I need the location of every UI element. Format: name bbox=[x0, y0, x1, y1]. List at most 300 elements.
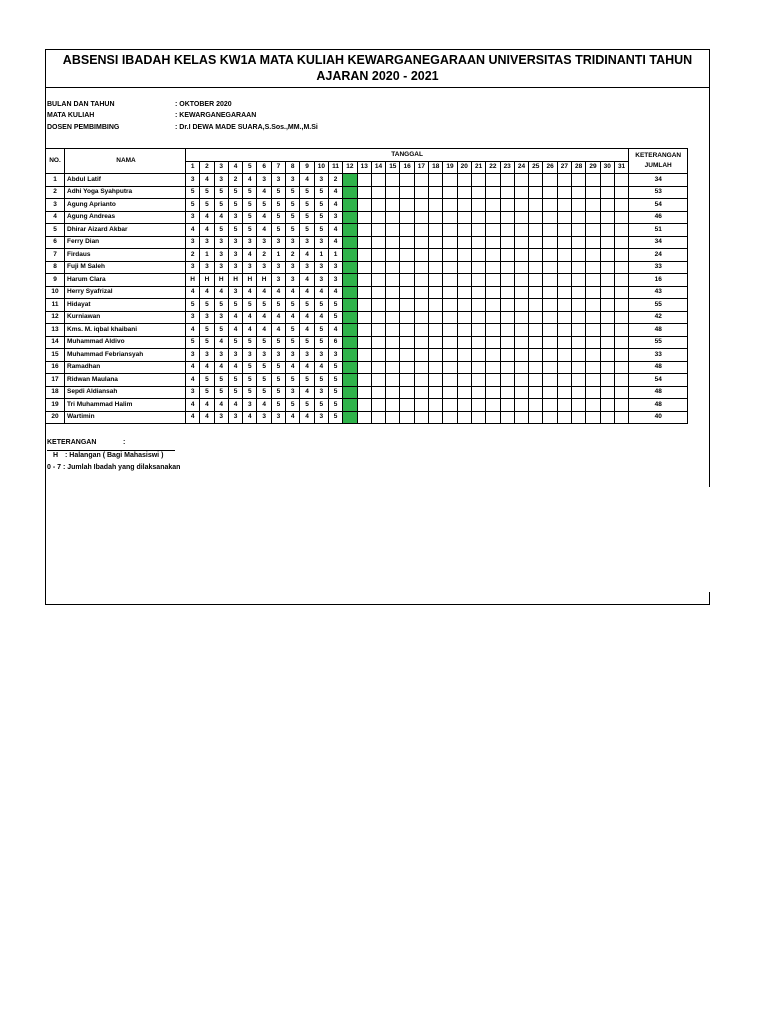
day-cell bbox=[529, 224, 543, 237]
day-cell bbox=[614, 411, 628, 424]
day-cell: 5 bbox=[243, 361, 257, 374]
day-header-15: 15 bbox=[386, 161, 400, 174]
day-cell bbox=[443, 249, 457, 262]
day-cell bbox=[600, 261, 614, 274]
student-name: Ridwan Maulana bbox=[65, 374, 186, 387]
day-cell bbox=[600, 411, 614, 424]
total-count: 48 bbox=[629, 386, 688, 399]
day-cell bbox=[514, 386, 528, 399]
day-cell bbox=[614, 174, 628, 187]
day-cell: H bbox=[200, 274, 214, 287]
day-cell: 5 bbox=[314, 186, 328, 199]
day-cell bbox=[543, 286, 557, 299]
day-cell bbox=[400, 299, 414, 312]
day-cell: 4 bbox=[214, 286, 228, 299]
day-cell: 3 bbox=[314, 386, 328, 399]
day-cell bbox=[543, 274, 557, 287]
day-cell bbox=[543, 236, 557, 249]
day-cell bbox=[543, 374, 557, 387]
day-cell bbox=[572, 211, 586, 224]
day-cell bbox=[600, 324, 614, 337]
day-cell: 5 bbox=[328, 299, 342, 312]
day-cell: 3 bbox=[271, 411, 285, 424]
day-cell: 5 bbox=[300, 224, 314, 237]
day-cell bbox=[471, 174, 485, 187]
day-cell bbox=[414, 261, 428, 274]
day-cell bbox=[400, 324, 414, 337]
day-cell bbox=[614, 261, 628, 274]
day-cell bbox=[357, 374, 371, 387]
day-cell bbox=[586, 399, 600, 412]
day-cell: 3 bbox=[214, 411, 228, 424]
day-cell bbox=[357, 349, 371, 362]
day-cell bbox=[400, 286, 414, 299]
day-cell: 4 bbox=[214, 336, 228, 349]
day-cell bbox=[457, 324, 471, 337]
total-count: 24 bbox=[629, 249, 688, 262]
day-cell bbox=[586, 386, 600, 399]
day-cell: 5 bbox=[314, 224, 328, 237]
day-cell: 4 bbox=[243, 324, 257, 337]
day-cell: 5 bbox=[214, 386, 228, 399]
current-day-cell bbox=[343, 224, 357, 237]
day-cell bbox=[429, 386, 443, 399]
day-cell bbox=[486, 336, 500, 349]
table-row bbox=[46, 236, 688, 249]
day-cell: 3 bbox=[228, 286, 242, 299]
day-cell: 4 bbox=[186, 374, 200, 387]
day-cell bbox=[400, 336, 414, 349]
day-cell bbox=[500, 386, 514, 399]
day-cell: 3 bbox=[286, 174, 300, 187]
day-cell: 1 bbox=[314, 249, 328, 262]
day-cell bbox=[572, 199, 586, 212]
day-cell: 3 bbox=[314, 261, 328, 274]
info-label: BULAN DAN TAHUN bbox=[47, 101, 115, 108]
day-cell bbox=[457, 236, 471, 249]
day-cell bbox=[400, 174, 414, 187]
day-cell bbox=[471, 399, 485, 412]
day-cell bbox=[614, 374, 628, 387]
day-cell bbox=[514, 336, 528, 349]
current-day-cell bbox=[343, 361, 357, 374]
day-cell bbox=[557, 236, 571, 249]
day-cell bbox=[443, 411, 457, 424]
day-cell bbox=[371, 324, 385, 337]
day-cell bbox=[400, 224, 414, 237]
day-cell bbox=[514, 199, 528, 212]
day-cell bbox=[514, 399, 528, 412]
day-cell bbox=[471, 386, 485, 399]
day-cell: 5 bbox=[271, 186, 285, 199]
day-cell bbox=[386, 249, 400, 262]
day-cell bbox=[586, 174, 600, 187]
day-cell bbox=[443, 186, 457, 199]
day-cell: 5 bbox=[300, 399, 314, 412]
day-cell bbox=[572, 224, 586, 237]
day-cell bbox=[614, 399, 628, 412]
day-cell bbox=[471, 374, 485, 387]
day-cell bbox=[500, 361, 514, 374]
day-cell bbox=[400, 311, 414, 324]
day-cell bbox=[529, 174, 543, 187]
day-cell: 4 bbox=[286, 411, 300, 424]
day-cell: 3 bbox=[228, 249, 242, 262]
day-cell bbox=[371, 236, 385, 249]
day-cell bbox=[572, 236, 586, 249]
day-cell bbox=[514, 186, 528, 199]
day-cell: 4 bbox=[200, 399, 214, 412]
day-cell: 3 bbox=[286, 274, 300, 287]
student-name: Firdaus bbox=[65, 249, 186, 262]
day-cell: 5 bbox=[228, 299, 242, 312]
day-cell: 4 bbox=[186, 361, 200, 374]
row-number: 5 bbox=[46, 224, 65, 237]
day-cell: 3 bbox=[186, 211, 200, 224]
day-cell bbox=[386, 199, 400, 212]
day-cell bbox=[514, 311, 528, 324]
day-cell: 3 bbox=[300, 261, 314, 274]
day-header-9: 9 bbox=[300, 161, 314, 174]
day-cell bbox=[400, 236, 414, 249]
day-header-5: 5 bbox=[243, 161, 257, 174]
day-cell bbox=[443, 274, 457, 287]
current-day-cell bbox=[343, 261, 357, 274]
frame-border-bottom bbox=[45, 604, 710, 605]
day-cell bbox=[614, 224, 628, 237]
day-cell bbox=[443, 374, 457, 387]
day-cell: 3 bbox=[186, 386, 200, 399]
day-cell bbox=[457, 224, 471, 237]
day-cell bbox=[357, 361, 371, 374]
row-number: 7 bbox=[46, 249, 65, 262]
day-cell bbox=[600, 174, 614, 187]
day-cell bbox=[500, 311, 514, 324]
day-cell: 5 bbox=[243, 211, 257, 224]
day-cell bbox=[586, 211, 600, 224]
day-cell: 5 bbox=[214, 224, 228, 237]
day-cell: 5 bbox=[328, 311, 342, 324]
day-cell: 4 bbox=[186, 224, 200, 237]
day-cell bbox=[471, 361, 485, 374]
day-cell bbox=[529, 411, 543, 424]
current-day-cell bbox=[343, 249, 357, 262]
day-cell bbox=[414, 249, 428, 262]
student-name: Dhirar Aizard Akbar bbox=[65, 224, 186, 237]
day-cell: 5 bbox=[243, 374, 257, 387]
day-cell bbox=[586, 411, 600, 424]
row-number: 10 bbox=[46, 286, 65, 299]
day-cell bbox=[586, 261, 600, 274]
day-cell bbox=[386, 299, 400, 312]
day-cell bbox=[429, 236, 443, 249]
day-header-25: 25 bbox=[529, 161, 543, 174]
day-header-29: 29 bbox=[586, 161, 600, 174]
day-cell: 3 bbox=[314, 349, 328, 362]
total-count: 43 bbox=[629, 286, 688, 299]
day-cell bbox=[514, 361, 528, 374]
day-cell: 5 bbox=[300, 199, 314, 212]
day-cell: 5 bbox=[314, 324, 328, 337]
day-cell bbox=[529, 249, 543, 262]
day-cell bbox=[486, 374, 500, 387]
day-cell: 4 bbox=[243, 411, 257, 424]
current-day-cell bbox=[343, 399, 357, 412]
day-cell: 5 bbox=[257, 199, 271, 212]
day-cell bbox=[600, 199, 614, 212]
day-cell bbox=[557, 336, 571, 349]
row-number: 6 bbox=[46, 236, 65, 249]
day-cell bbox=[471, 299, 485, 312]
day-cell: 3 bbox=[243, 261, 257, 274]
day-cell: 3 bbox=[286, 236, 300, 249]
day-cell bbox=[557, 324, 571, 337]
day-cell bbox=[414, 236, 428, 249]
day-cell bbox=[371, 174, 385, 187]
student-name: Muhammad Febriansyah bbox=[65, 349, 186, 362]
total-count: 53 bbox=[629, 186, 688, 199]
day-cell bbox=[357, 199, 371, 212]
day-cell: 4 bbox=[200, 286, 214, 299]
day-cell bbox=[614, 386, 628, 399]
day-header-24: 24 bbox=[514, 161, 528, 174]
total-count: 34 bbox=[629, 174, 688, 187]
day-header-30: 30 bbox=[600, 161, 614, 174]
day-cell bbox=[371, 286, 385, 299]
day-cell: H bbox=[228, 274, 242, 287]
day-cell bbox=[557, 274, 571, 287]
day-cell: 4 bbox=[200, 361, 214, 374]
day-cell bbox=[543, 349, 557, 362]
day-cell bbox=[557, 374, 571, 387]
day-cell bbox=[443, 236, 457, 249]
day-cell bbox=[514, 349, 528, 362]
day-cell bbox=[586, 224, 600, 237]
day-cell: 4 bbox=[257, 211, 271, 224]
day-cell: 5 bbox=[286, 211, 300, 224]
day-cell bbox=[414, 311, 428, 324]
day-cell bbox=[371, 374, 385, 387]
day-cell bbox=[486, 249, 500, 262]
day-cell: 4 bbox=[314, 311, 328, 324]
day-cell bbox=[443, 299, 457, 312]
day-cell bbox=[429, 336, 443, 349]
row-number: 9 bbox=[46, 274, 65, 287]
day-cell bbox=[429, 311, 443, 324]
day-cell: 3 bbox=[286, 386, 300, 399]
day-cell: 6 bbox=[328, 336, 342, 349]
day-cell bbox=[572, 261, 586, 274]
day-cell: 3 bbox=[286, 349, 300, 362]
student-name: Ramadhan bbox=[65, 361, 186, 374]
day-cell bbox=[457, 199, 471, 212]
day-cell bbox=[543, 336, 557, 349]
day-cell: 4 bbox=[271, 324, 285, 337]
table-row bbox=[46, 249, 688, 262]
day-cell bbox=[586, 236, 600, 249]
day-cell bbox=[357, 174, 371, 187]
day-cell bbox=[457, 374, 471, 387]
day-cell bbox=[514, 411, 528, 424]
day-cell bbox=[457, 174, 471, 187]
day-cell bbox=[400, 274, 414, 287]
day-cell bbox=[586, 286, 600, 299]
day-cell: 3 bbox=[271, 236, 285, 249]
day-cell: 4 bbox=[300, 174, 314, 187]
total-count: 51 bbox=[629, 224, 688, 237]
info-value: : Dr.I DEWA MADE SUARA,S.Sos.,MM.,M.Si bbox=[175, 124, 318, 131]
day-cell: 4 bbox=[300, 249, 314, 262]
frame-border-right bbox=[709, 49, 710, 487]
day-cell bbox=[371, 411, 385, 424]
total-count: 40 bbox=[629, 411, 688, 424]
day-cell: 3 bbox=[228, 349, 242, 362]
day-cell bbox=[500, 399, 514, 412]
day-cell bbox=[572, 174, 586, 187]
day-cell: 3 bbox=[228, 236, 242, 249]
day-cell bbox=[500, 174, 514, 187]
day-cell: 2 bbox=[328, 174, 342, 187]
day-header-26: 26 bbox=[543, 161, 557, 174]
day-cell: 2 bbox=[228, 174, 242, 187]
row-number: 14 bbox=[46, 336, 65, 349]
day-cell bbox=[357, 186, 371, 199]
day-cell bbox=[443, 286, 457, 299]
day-cell bbox=[529, 336, 543, 349]
day-cell: 5 bbox=[314, 299, 328, 312]
day-cell: 5 bbox=[328, 411, 342, 424]
day-cell bbox=[486, 224, 500, 237]
day-cell bbox=[514, 236, 528, 249]
day-header-8: 8 bbox=[286, 161, 300, 174]
total-count: 33 bbox=[629, 261, 688, 274]
day-cell bbox=[357, 411, 371, 424]
day-cell: 3 bbox=[186, 261, 200, 274]
day-cell bbox=[486, 211, 500, 224]
day-cell bbox=[557, 411, 571, 424]
day-cell: 5 bbox=[286, 374, 300, 387]
day-cell: 3 bbox=[243, 236, 257, 249]
day-cell bbox=[586, 199, 600, 212]
day-cell bbox=[529, 374, 543, 387]
day-cell bbox=[429, 399, 443, 412]
table-row bbox=[46, 349, 688, 362]
day-cell bbox=[457, 336, 471, 349]
current-day-cell bbox=[343, 411, 357, 424]
day-cell bbox=[614, 361, 628, 374]
day-cell bbox=[371, 336, 385, 349]
day-cell bbox=[486, 261, 500, 274]
day-header-16: 16 bbox=[400, 161, 414, 174]
row-number: 16 bbox=[46, 361, 65, 374]
day-cell: 5 bbox=[300, 374, 314, 387]
day-cell bbox=[500, 274, 514, 287]
day-cell bbox=[500, 224, 514, 237]
day-cell: 3 bbox=[200, 261, 214, 274]
day-cell bbox=[514, 286, 528, 299]
day-cell: 5 bbox=[200, 299, 214, 312]
day-cell bbox=[357, 211, 371, 224]
current-day-cell bbox=[343, 299, 357, 312]
day-cell bbox=[572, 349, 586, 362]
day-cell: 5 bbox=[271, 224, 285, 237]
day-header-27: 27 bbox=[557, 161, 571, 174]
day-cell bbox=[357, 286, 371, 299]
day-cell bbox=[600, 249, 614, 262]
day-cell: 5 bbox=[328, 399, 342, 412]
day-cell bbox=[572, 186, 586, 199]
day-cell bbox=[429, 211, 443, 224]
day-cell: 3 bbox=[328, 274, 342, 287]
day-cell bbox=[514, 261, 528, 274]
day-cell bbox=[414, 349, 428, 362]
day-cell: 5 bbox=[286, 224, 300, 237]
day-cell bbox=[572, 324, 586, 337]
day-cell bbox=[357, 299, 371, 312]
student-name: Adhi Yoga Syahputra bbox=[65, 186, 186, 199]
day-cell bbox=[614, 299, 628, 312]
day-cell: 5 bbox=[243, 224, 257, 237]
day-cell bbox=[471, 286, 485, 299]
day-cell: 5 bbox=[300, 211, 314, 224]
day-cell bbox=[586, 324, 600, 337]
row-number: 3 bbox=[46, 199, 65, 212]
day-cell bbox=[457, 399, 471, 412]
day-cell bbox=[429, 274, 443, 287]
day-cell bbox=[600, 349, 614, 362]
day-cell bbox=[471, 199, 485, 212]
day-cell: 3 bbox=[300, 349, 314, 362]
day-cell bbox=[414, 174, 428, 187]
day-header-21: 21 bbox=[471, 161, 485, 174]
day-cell bbox=[614, 349, 628, 362]
day-cell bbox=[557, 261, 571, 274]
day-cell: 5 bbox=[243, 336, 257, 349]
day-header-3: 3 bbox=[214, 161, 228, 174]
day-cell: 4 bbox=[257, 324, 271, 337]
student-name: Ferry Dian bbox=[65, 236, 186, 249]
day-cell bbox=[614, 324, 628, 337]
table-row bbox=[46, 299, 688, 312]
day-cell bbox=[529, 299, 543, 312]
day-header-4: 4 bbox=[228, 161, 242, 174]
student-name: Wartimin bbox=[65, 411, 186, 424]
day-cell bbox=[386, 324, 400, 337]
day-cell bbox=[500, 299, 514, 312]
day-cell bbox=[400, 199, 414, 212]
day-cell: 3 bbox=[328, 261, 342, 274]
day-cell: 5 bbox=[243, 299, 257, 312]
day-cell: 5 bbox=[271, 399, 285, 412]
day-cell: 5 bbox=[214, 324, 228, 337]
day-cell: 3 bbox=[257, 349, 271, 362]
day-cell bbox=[457, 274, 471, 287]
row-number: 1 bbox=[46, 174, 65, 187]
day-cell bbox=[543, 411, 557, 424]
day-cell: 5 bbox=[286, 299, 300, 312]
day-cell bbox=[572, 311, 586, 324]
day-cell bbox=[514, 174, 528, 187]
day-cell bbox=[486, 349, 500, 362]
day-cell bbox=[543, 211, 557, 224]
legend-h-text: : Halangan ( Bagi Mahasiswi ) bbox=[65, 452, 164, 459]
day-header-22: 22 bbox=[486, 161, 500, 174]
day-cell bbox=[371, 399, 385, 412]
day-cell bbox=[529, 274, 543, 287]
day-cell: 3 bbox=[228, 411, 242, 424]
day-cell bbox=[514, 249, 528, 262]
day-cell bbox=[529, 199, 543, 212]
